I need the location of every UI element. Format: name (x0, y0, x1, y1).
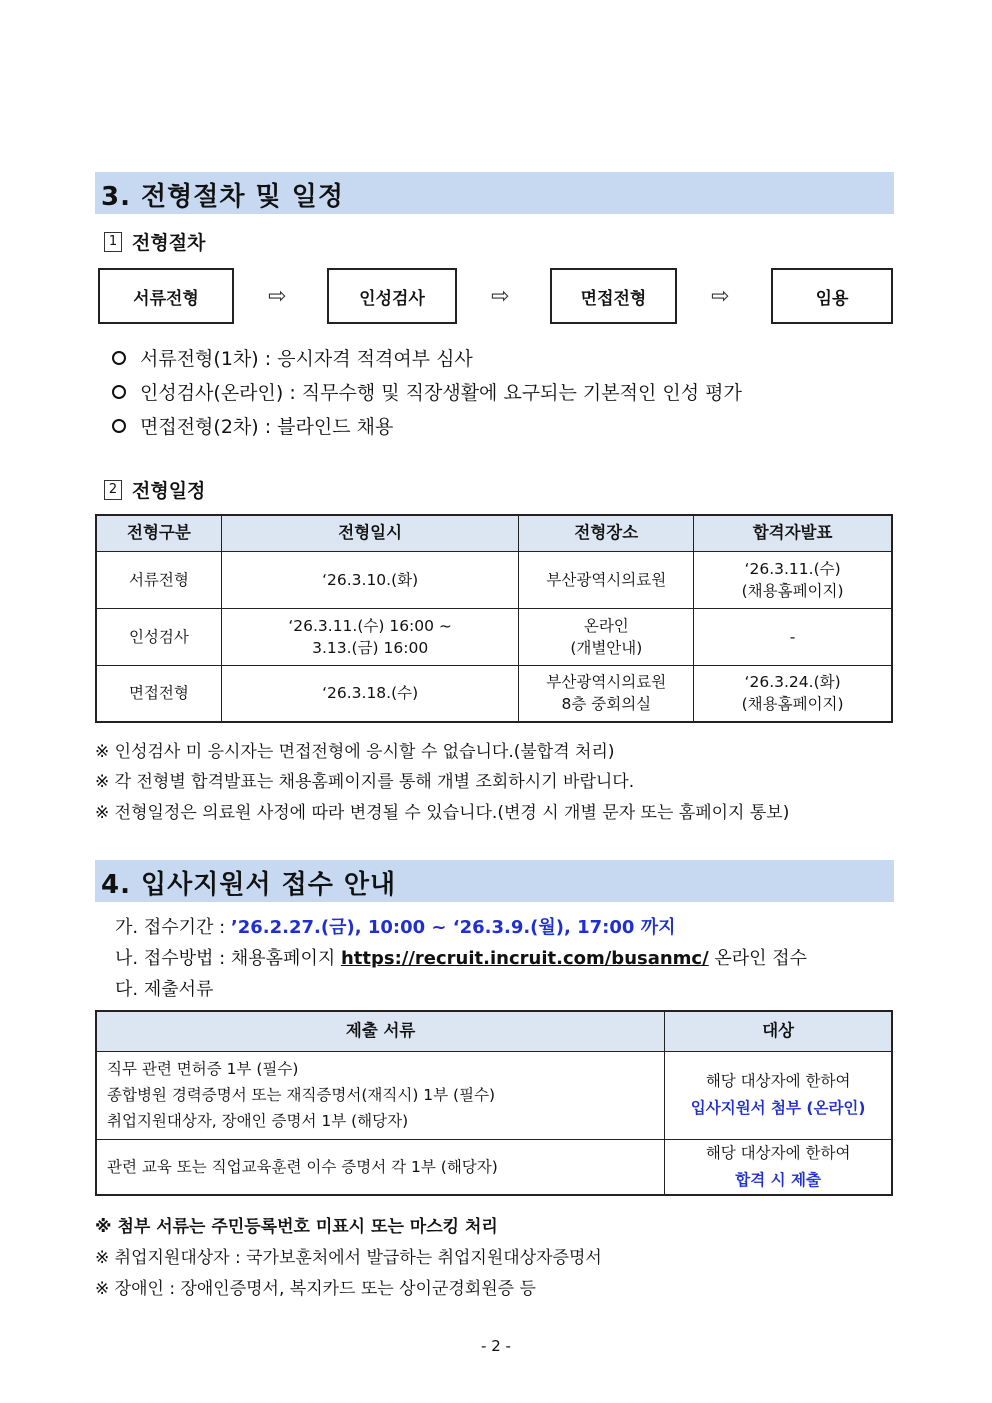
flow-arrow-icon: ⇨ (268, 284, 287, 309)
subsection-procedure (104, 228, 205, 255)
flow-arrow-icon: ⇨ (491, 284, 510, 309)
attach-online-label: 입사지원서 첨부 (온라인) (690, 1099, 866, 1117)
table-header: 전형장소 (519, 515, 694, 551)
subsection-label: 전형절차 (132, 232, 206, 254)
submit-on-pass-label: 합격 시 제출 (735, 1170, 821, 1189)
bullet-item: 서류전형(1차) : 응시자격 적격여부 심사 (112, 344, 473, 371)
documents-note: ※ 취업지원대상자 : 국가보훈처에서 발급하는 취업지원대상자증명서 (95, 1248, 602, 1268)
table-row: 면접전형 ‘26.3.18.(수) 부산광역시의료원 8층 중회의실 ‘26.3.24.(화) (채용홈페이지) (96, 665, 892, 722)
schedule-table (95, 514, 893, 723)
schedule-note: ※ 각 전형별 합격발표는 채용홈페이지를 통해 개별 조회하시기 바랍니다. (95, 772, 635, 792)
table-header: 대상 (665, 1011, 892, 1051)
application-method: 나. 접수방법 : 채용홈페이지 https://recruit.incruit.com/busanmc/ 온라인 접수 (115, 948, 808, 969)
document-item: 관련 교육 또는 직업교육훈련 이수 증명서 각 1부 (해당자) (96, 1139, 665, 1195)
bullet-item: 면접전형(2차) : 블라인드 채용 (112, 412, 393, 439)
document-item: 취업지원대상자, 장애인 증명서 1부 (해당자) (107, 1112, 409, 1130)
documents-note: ※ 첨부 서류는 주민등록번호 미표시 또는 마스킹 처리 (95, 1217, 498, 1237)
subsection-number: 1 (104, 232, 122, 252)
schedule-note: ※ 인성검사 미 응시자는 면접전형에 응시할 수 없습니다.(불합격 처리) (95, 742, 615, 762)
section4-header (95, 860, 894, 902)
table-row: 서류전형 ‘26.3.10.(화) 부산광역시의료원 ‘26.3.11.(수) (채용홈페이지) (96, 551, 892, 608)
application-period-value: ’26.2.27.(금), 10:00 ~ ‘26.3.9.(월), 17:00 까지 (230, 917, 676, 938)
documents-note: ※ 장애인 : 장애인증명서, 복지카드 또는 상이군경회원증 등 (95, 1279, 536, 1299)
circle-bullet-icon (112, 385, 126, 399)
table-header: 합격자발표 (694, 515, 892, 551)
step-document-screening: 서류전형 (98, 268, 234, 324)
table-header: 전형구분 (96, 515, 221, 551)
table-header: 전형일시 (221, 515, 519, 551)
table-header: 제출 서류 (96, 1011, 665, 1051)
documents-table (95, 1010, 893, 1196)
subsection-number: 2 (104, 480, 122, 500)
section3-header (95, 172, 894, 214)
step-personality-test: 인성검사 (327, 268, 457, 324)
step-appointment: 임용 (771, 268, 893, 324)
step-interview: 면접전형 (550, 268, 677, 324)
table-row: 인성검사 ‘26.3.11.(수) 16:00 ~ 3.13.(금) 16:00 온라인 (개별안내) - (96, 608, 892, 665)
recruit-site-link[interactable]: https://recruit.incruit.com/busanmc/ (340, 948, 709, 969)
table-row: 관련 교육 또는 직업교육훈련 이수 증명서 각 1부 (해당자) 해당 대상자에 한하여 합격 시 제출 (96, 1139, 892, 1195)
section4-title: 4. 입사지원서 접수 안내 (101, 870, 397, 900)
page-number: - 2 - (481, 1337, 511, 1355)
application-period: 가. 접수기간 : ’26.2.27.(금), 10:00 ~ ‘26.3.9.(월), 17:00 까지 (115, 917, 676, 938)
subsection-label: 전형일정 (132, 480, 206, 502)
bullet-item: 인성검사(온라인) : 직무수행 및 직장생활에 요구되는 기본적인 인성 평가 (112, 378, 742, 405)
circle-bullet-icon (112, 419, 126, 433)
table-row: 직무 관련 면허증 1부 (필수) 종합병원 경력증명서 또는 재직증명서(재직시) 1부 (필수) 취업지원대상자, 장애인 증명서 1부 (해당자) 해당 대상자에 한하여 입사지원서 첨부 (온라인) (96, 1051, 892, 1139)
document-item: 직무 관련 면허증 1부 (필수) (107, 1060, 299, 1078)
document-item: 종합병원 경력증명서 또는 재직증명서(재직시) 1부 (필수) (107, 1086, 496, 1104)
section3-title: 3. 전형절차 및 일정 (101, 182, 344, 212)
documents-label: 다. 제출서류 (115, 979, 214, 1000)
schedule-note: ※ 전형일정은 의료원 사정에 따라 변경될 수 있습니다.(변경 시 개별 문자 또는 홈페이지 통보) (95, 803, 790, 823)
subsection-schedule (104, 476, 205, 503)
circle-bullet-icon (112, 351, 126, 365)
flow-arrow-icon: ⇨ (711, 284, 730, 309)
